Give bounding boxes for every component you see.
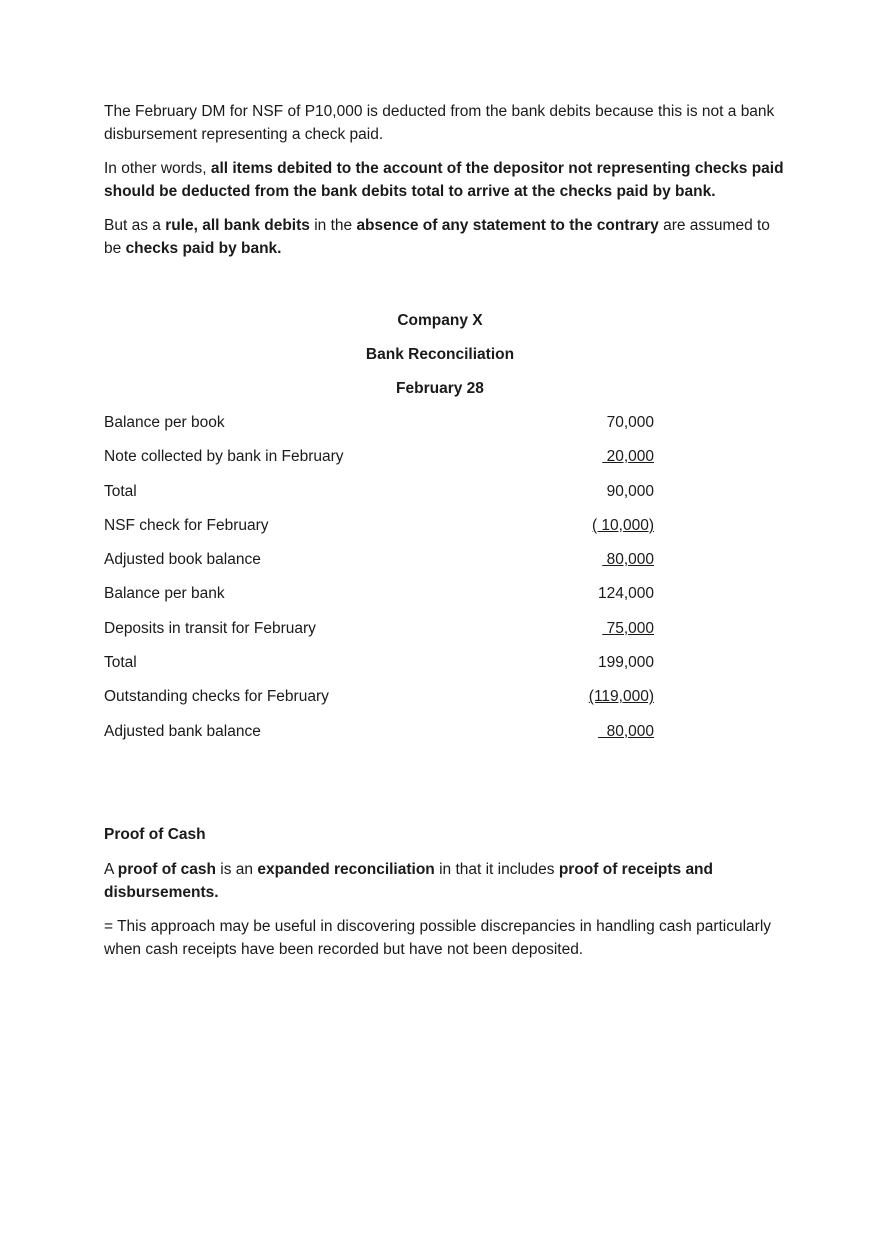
intro-paragraph-3-part-b: rule, all bank debits [165, 217, 310, 234]
intro-paragraph-3-part-f: checks paid by bank. [125, 240, 282, 257]
reconciliation-row [104, 577, 784, 611]
document-page [104, 100, 784, 972]
row-amount: 80,000 [602, 551, 654, 569]
reconciliation-row [104, 440, 784, 474]
statement-date: February 28 [396, 380, 484, 397]
reconciliation-heading [104, 304, 776, 406]
reconciliation-row [104, 509, 784, 543]
proof-paragraph-2: = This approach may be useful in discovering possible discrepancies in handling cash particularly when cash receipts have been recorded but have not been deposited. [104, 917, 772, 958]
reconciliation-row [104, 475, 784, 509]
row-amount: 199,000 [597, 654, 654, 672]
proof-paragraph-1-part-c: is an [215, 860, 258, 878]
row-label: Balance per book [104, 414, 225, 431]
row-label: Adjusted book balance [104, 551, 261, 569]
row-amount: 80,000 [597, 722, 654, 740]
row-label: Outstanding checks for February [104, 688, 329, 706]
row-amount: 124,000 [597, 585, 654, 603]
reconciliation-table [104, 406, 784, 749]
row-label: Total [104, 482, 137, 500]
intro-paragraph-3 [104, 214, 784, 260]
proof-paragraph-1-part-e: in that it includes [434, 860, 559, 878]
reconciliation-row [104, 646, 784, 680]
row-amount: 20,000 [602, 448, 654, 466]
intro-paragraph-3-part-c: in the [309, 217, 357, 234]
proof-paragraph-1-part-d: expanded reconciliation [257, 860, 435, 878]
intro-paragraph-2 [104, 157, 784, 203]
proof-paragraph-1-part-a: A [104, 860, 118, 878]
proof-paragraph-1 [104, 858, 784, 904]
row-label: NSF check for February [104, 516, 269, 534]
row-amount: 70,000 [606, 414, 654, 431]
row-amount: 75,000 [602, 619, 654, 637]
reconciliation-row [104, 715, 784, 749]
statement-title: Bank Reconciliation [365, 346, 515, 363]
company-name: Company X [397, 312, 483, 329]
row-label: Balance per bank [104, 585, 225, 603]
intro-paragraph-1: The February DM for NSF of P10,000 is deducted from the bank debits because this is not a bank disbursement representing a check paid. [104, 103, 775, 143]
intro-paragraph-3-part-e: are assumed to be [104, 217, 770, 257]
row-label: Note collected by bank in February [104, 448, 344, 466]
reconciliation-row [104, 406, 784, 440]
proof-paragraph-1-part-f: proof of receipts and disbursements. [104, 860, 713, 901]
intro-paragraph-3-part-a: But as a [104, 217, 166, 234]
proof-of-cash-title: Proof of Cash [104, 825, 206, 843]
reconciliation-row [104, 680, 784, 714]
row-amount: ( 10,000) [591, 516, 654, 534]
row-amount: (119,000) [588, 688, 654, 706]
row-label: Total [104, 654, 137, 672]
intro-paragraph-2-lead: In other words, [104, 160, 211, 177]
reconciliation-row [104, 612, 784, 646]
row-label: Deposits in transit for February [104, 619, 316, 637]
intro-paragraph-2-emphasis: all items debited to the account of the depositor not representing checks paid should be deducted from the bank debits total to arrive at the checks paid by bank. [104, 160, 784, 200]
proof-paragraph-1-part-b: proof of cash [117, 860, 216, 878]
row-label: Adjusted bank balance [104, 722, 261, 740]
reconciliation-row [104, 543, 784, 577]
row-amount: 90,000 [606, 482, 654, 500]
intro-paragraph-3-part-d: absence of any statement to the contrary [356, 217, 659, 234]
